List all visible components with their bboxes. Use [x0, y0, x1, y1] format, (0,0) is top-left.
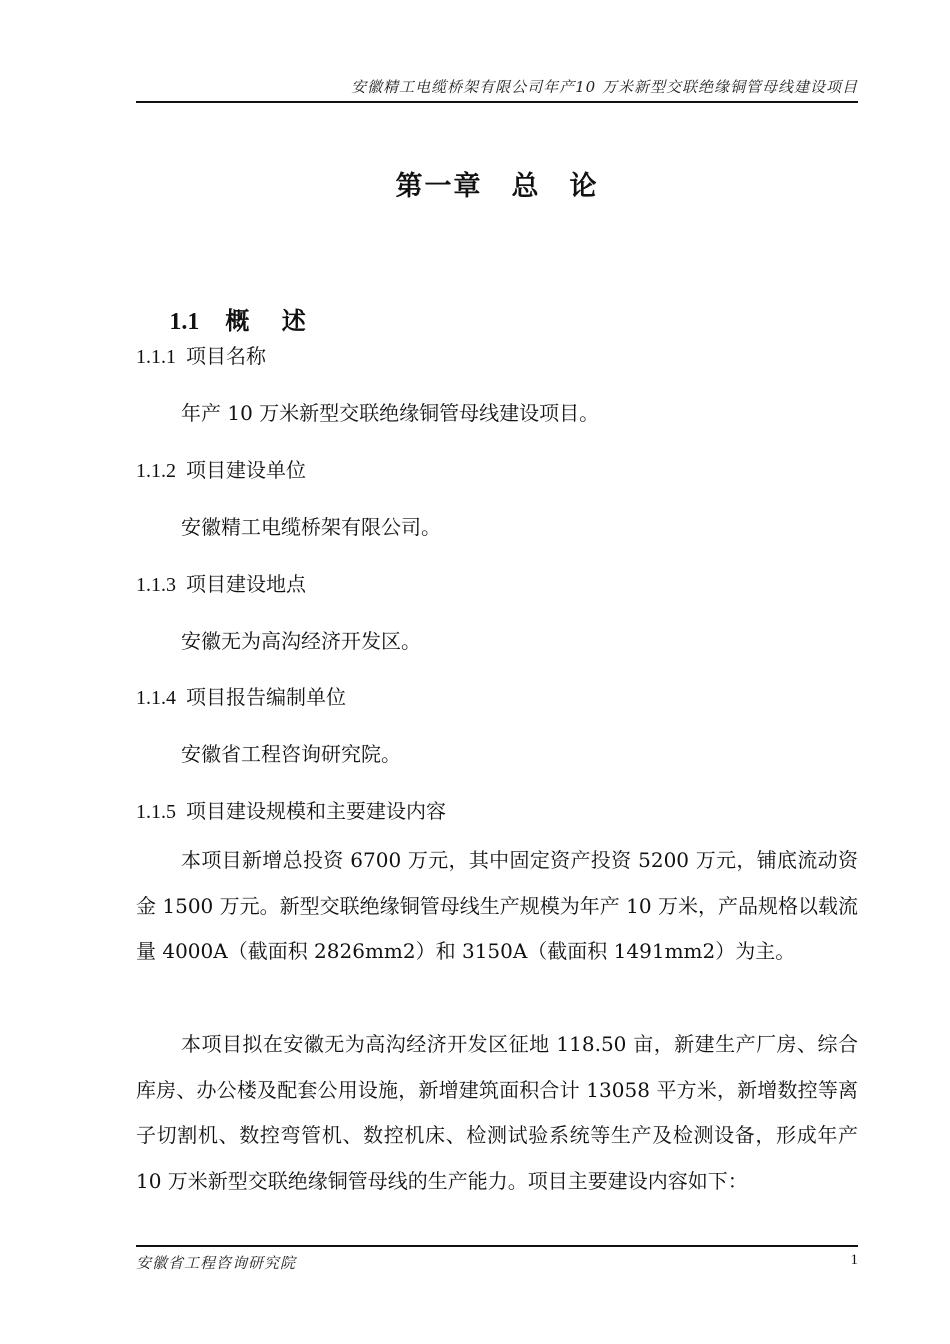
- subsection-number: 1.1.3: [136, 574, 176, 596]
- body-paragraph: 本项目新增总投资 6700 万元，其中固定资产投资 5200 万元，铺底流动资金 1500 万元。新型交联绝缘铜管母线生产规模为年产 10 万米，产品规格以载流量 4000A（截面积 2826mm2）和 3150A（截面积 1491mm2）为主。: [136, 848, 858, 963]
- subsection-title: 项目报告编制单位: [186, 685, 346, 709]
- subsection-number: 1.1.2: [136, 460, 176, 482]
- section-number: 1.1: [169, 309, 200, 335]
- subsection-number: 1.1.1: [136, 346, 176, 368]
- subsection-number: 1.1.5: [136, 801, 176, 823]
- subsection-title: 项目建设单位: [186, 458, 306, 482]
- page-number: 1: [850, 1252, 858, 1268]
- subsection-heading: [136, 795, 446, 824]
- section-title: 概 述: [225, 306, 318, 335]
- subsection-content: 安徽无为高沟经济开发区。: [181, 629, 421, 653]
- subsection-title: 项目建设地点: [186, 572, 306, 596]
- subsection-title: 项目建设规模和主要建设内容: [186, 799, 446, 823]
- subsection-title: 项目名称: [186, 344, 266, 368]
- footer-rule: [136, 1245, 858, 1247]
- subsection-heading: [136, 340, 266, 369]
- chapter-title: 第一章 总 论: [395, 171, 599, 202]
- body-paragraph: 本项目拟在安徽无为高沟经济开发区征地 118.50 亩，新建生产厂房、综合库房、办公楼及配套公用设施，新增建筑面积合计 13058 平方米，新增数控等离子切割机、数控弯管机、数控机床、检测试验系统等生产及检测设备，形成年产 10 万米新型交联绝缘铜管母线的生产能力。项目主要建设内容如下：: [136, 1032, 858, 1193]
- subsection-number: 1.1.4: [136, 687, 176, 709]
- subsection-content: 安徽省工程咨询研究院。: [181, 742, 401, 766]
- footer-organization: 安徽省工程咨询研究院: [136, 1254, 297, 1272]
- subsection-heading: [136, 681, 346, 710]
- subsection-content: 安徽精工电缆桥架有限公司。: [181, 515, 441, 539]
- header-rule: [136, 101, 858, 103]
- subsection-heading: [136, 568, 306, 597]
- running-header: 安徽精工电缆桥架有限公司年产10 万米新型交联绝缘铜管母线建设项目: [351, 78, 858, 96]
- subsection-content: 年产 10 万米新型交联绝缘铜管母线建设项目。: [181, 401, 600, 425]
- subsection-heading: [136, 454, 306, 483]
